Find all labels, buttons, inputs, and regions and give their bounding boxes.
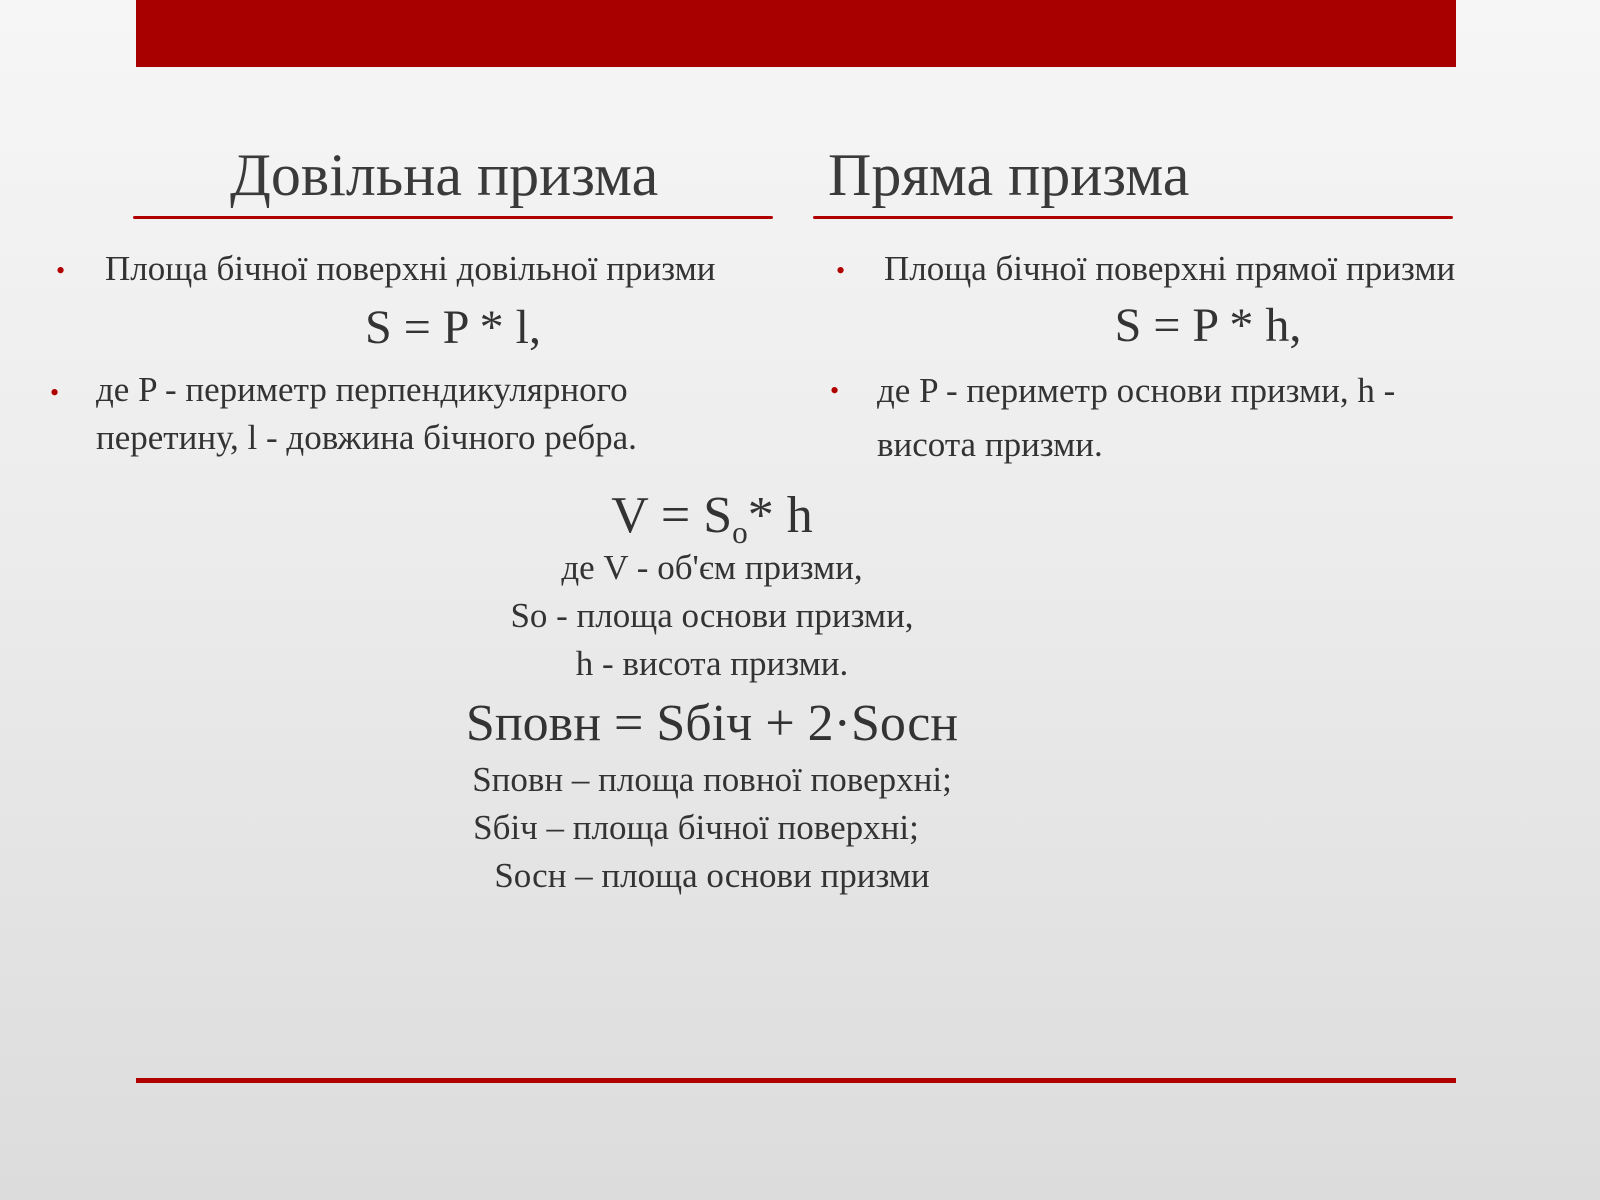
left-lateral-formula: S = P * l, xyxy=(364,301,542,354)
footer-rule xyxy=(136,1078,1456,1083)
left-bullet-definitions xyxy=(96,366,637,462)
right-bullet-lateral-area: Площа бічної поверхні прямої призми xyxy=(884,249,1456,288)
bullet-icon: • xyxy=(50,378,60,407)
volume-formula: $V = S_o*$ h xyxy=(611,487,813,550)
surface-definition-line: Sосн – площа основи призми xyxy=(494,856,930,895)
bullet-icon: • xyxy=(56,256,66,285)
total-surface-formula: Sповн = Sбіч + 2·Sосн xyxy=(465,695,959,752)
surface-definition-line: Sбіч – площа бічної поверхні; xyxy=(473,808,919,847)
volume-definition-line: h - висота призми. xyxy=(575,644,849,683)
left-column-title: Довільна призма xyxy=(230,142,659,208)
volume-definition-line: So - площа основи призми, xyxy=(510,596,914,635)
right-bullet-definitions xyxy=(877,364,1395,472)
surface-definition-line: Sповн – площа повної поверхні; xyxy=(472,760,952,799)
left-title-underline xyxy=(133,216,773,219)
right-lateral-formula: S = P * h, xyxy=(1114,299,1302,352)
right-definition-line: висота призми. xyxy=(877,425,1103,464)
left-definition-line: перетину, l - довжина бічного ребра. xyxy=(96,418,637,457)
bullet-icon: • xyxy=(830,376,840,405)
header-bar xyxy=(136,0,1456,67)
right-definition-line: де P - периметр основи призми, h - xyxy=(877,371,1396,410)
bullet-icon: • xyxy=(836,256,846,285)
right-title-underline xyxy=(813,216,1453,219)
left-definition-line: де P - периметр перпендикулярного xyxy=(96,370,628,409)
left-bullet-lateral-area: Площа бічної поверхні довільної призми xyxy=(105,249,716,288)
right-column-title: Пряма призма xyxy=(828,142,1190,208)
volume-definition-line: де V - об'єм призми, xyxy=(561,548,863,587)
